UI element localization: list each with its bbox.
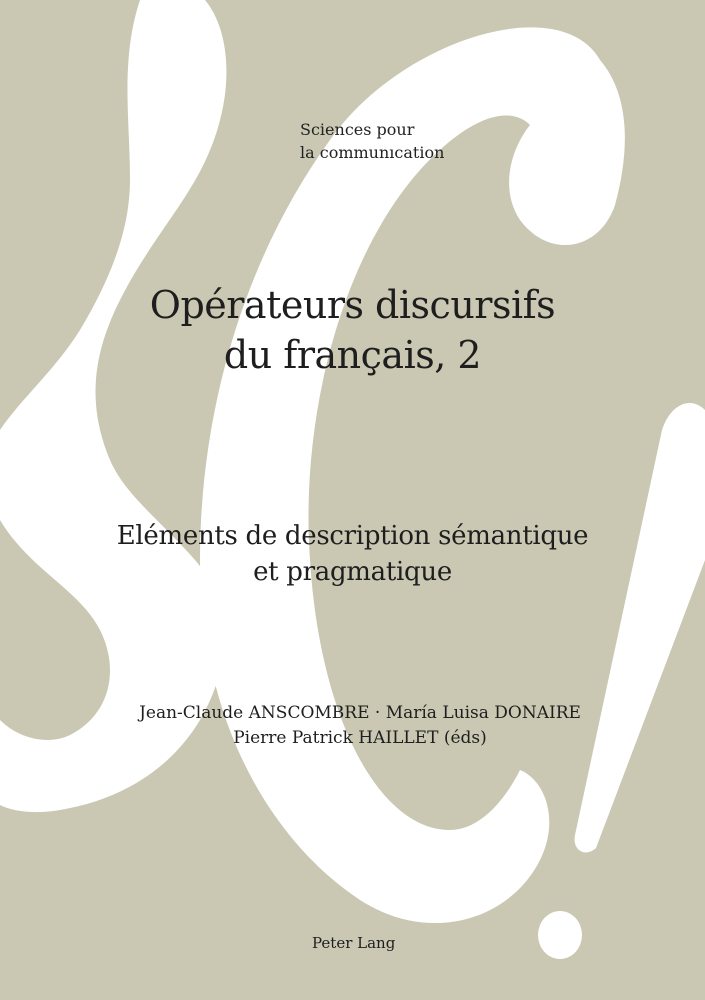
book-title-line-2: du français, 2	[223, 333, 482, 377]
logo-exclamation-stroke	[575, 403, 705, 852]
book-editors	[0, 701, 705, 751]
logo-letter-s	[0, 0, 226, 812]
logo-exclamation-dot	[538, 911, 582, 959]
series-name	[300, 118, 444, 164]
book-editors-line-1: Jean-Claude ANSCOMBRE · María Luisa DONAIRE	[139, 703, 581, 723]
publisher-name: Peter Lang	[312, 934, 396, 952]
book-title-line-1: Opérateurs discursifs	[149, 283, 556, 327]
book-subtitle	[0, 518, 705, 590]
series-name-line-1: Sciences pour	[300, 120, 415, 139]
book-editors-line-2: Pierre Patrick HAILLET (éds)	[233, 728, 487, 748]
book-subtitle-line-2: et pragmatique	[253, 557, 452, 587]
series-name-line-2: la communıcation	[300, 143, 445, 162]
book-title	[0, 280, 705, 380]
book-subtitle-line-1: Eléments de description sémantique	[116, 521, 589, 551]
